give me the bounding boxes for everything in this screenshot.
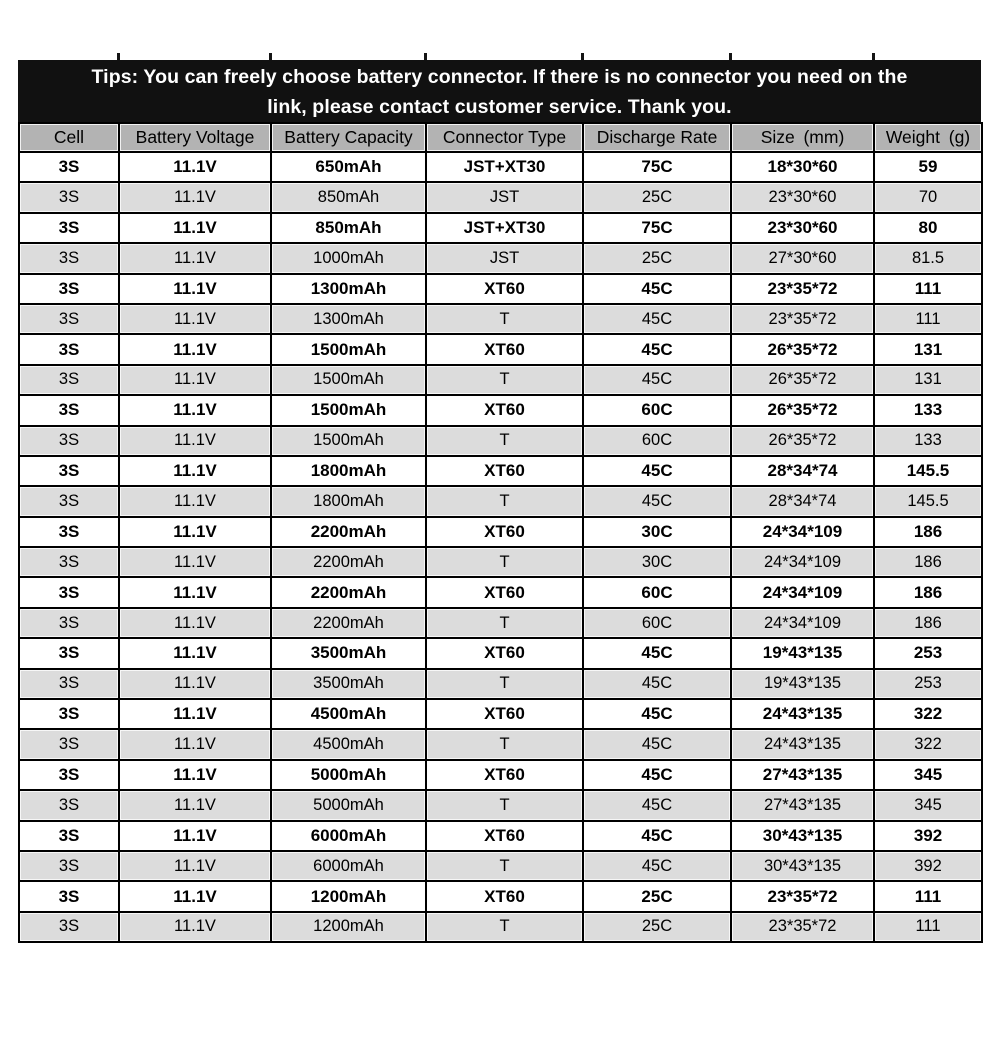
table-cell: 6000mAh [271, 851, 426, 881]
table-cell: 1200mAh [271, 881, 426, 911]
table-cell: 850mAh [271, 182, 426, 212]
table-cell: 11.1V [119, 760, 271, 790]
column-header: Battery Voltage [119, 123, 271, 152]
table-cell: XT60 [426, 638, 583, 668]
table-cell: 11.1V [119, 821, 271, 851]
table-cell: 1300mAh [271, 274, 426, 304]
table-cell: 11.1V [119, 729, 271, 759]
table-cell: 3S [19, 881, 119, 911]
column-header: Cell [19, 123, 119, 152]
table-cell: 145.5 [874, 486, 982, 516]
table-cell: 24*43*135 [731, 699, 874, 729]
table-cell: 28*34*74 [731, 456, 874, 486]
table-cell: 45C [583, 851, 731, 881]
table-cell: 131 [874, 334, 982, 364]
table-cell: 30C [583, 517, 731, 547]
table-cell: 11.1V [119, 334, 271, 364]
table-cell: 11.1V [119, 851, 271, 881]
table-cell: T [426, 608, 583, 638]
table-cell: 3S [19, 638, 119, 668]
table-cell: T [426, 365, 583, 395]
table-cell: 3S [19, 608, 119, 638]
column-border-tick [269, 53, 272, 60]
table-cell: 11.1V [119, 274, 271, 304]
table-cell: 23*35*72 [731, 881, 874, 911]
table-cell: 111 [874, 304, 982, 334]
table-cell: 345 [874, 790, 982, 820]
table-row [19, 213, 982, 243]
table-cell: 3S [19, 152, 119, 182]
column-border-tick [117, 53, 120, 60]
table-cell: XT60 [426, 517, 583, 547]
table-cell: 11.1V [119, 426, 271, 456]
tips-banner-line2: link, please contact customer service. Thank you. [267, 96, 732, 118]
column-border-tick [424, 53, 427, 60]
table-cell: 25C [583, 881, 731, 911]
table-cell: 11.1V [119, 304, 271, 334]
table-cell: 6000mAh [271, 821, 426, 851]
table-cell: 392 [874, 851, 982, 881]
table-cell: 3S [19, 243, 119, 273]
table-cell: 70 [874, 182, 982, 212]
table-cell: T [426, 912, 583, 942]
table-cell: 26*35*72 [731, 395, 874, 425]
table-cell: 23*30*60 [731, 213, 874, 243]
table-cell: 27*43*135 [731, 790, 874, 820]
table-row [19, 426, 982, 456]
table-cell: 1500mAh [271, 395, 426, 425]
table-row [19, 699, 982, 729]
table-cell: 26*35*72 [731, 365, 874, 395]
table-cell: 11.1V [119, 243, 271, 273]
table-cell: 45C [583, 638, 731, 668]
table-row [19, 304, 982, 334]
table-cell: 45C [583, 456, 731, 486]
table-cell: T [426, 486, 583, 516]
table-row [19, 274, 982, 304]
table-cell: 60C [583, 577, 731, 607]
column-header: Weight (g) [874, 123, 982, 152]
table-row [19, 729, 982, 759]
table-cell: 650mAh [271, 152, 426, 182]
table-cell: JST [426, 243, 583, 273]
table-cell: 3S [19, 213, 119, 243]
table-cell: 4500mAh [271, 729, 426, 759]
table-cell: 3S [19, 517, 119, 547]
table-cell: 1500mAh [271, 426, 426, 456]
table-cell: 3S [19, 729, 119, 759]
table-row [19, 517, 982, 547]
table-cell: 25C [583, 243, 731, 273]
table-cell: 11.1V [119, 152, 271, 182]
table-cell: 24*43*135 [731, 729, 874, 759]
table-cell: 5000mAh [271, 760, 426, 790]
table-cell: 253 [874, 669, 982, 699]
table-cell: T [426, 547, 583, 577]
table-cell: 133 [874, 395, 982, 425]
table-cell: 25C [583, 912, 731, 942]
table-cell: T [426, 851, 583, 881]
tips-banner [18, 60, 981, 122]
table-cell: 45C [583, 486, 731, 516]
table-row [19, 912, 982, 942]
table-row [19, 456, 982, 486]
table-cell: 3S [19, 486, 119, 516]
table-cell: XT60 [426, 821, 583, 851]
table-cell: 23*30*60 [731, 182, 874, 212]
table-row [19, 790, 982, 820]
table-cell: 850mAh [271, 213, 426, 243]
table-cell: 11.1V [119, 669, 271, 699]
table-cell: 11.1V [119, 395, 271, 425]
table-cell: JST [426, 182, 583, 212]
table-cell: 28*34*74 [731, 486, 874, 516]
column-header: Battery Capacity [271, 123, 426, 152]
table-cell: 3S [19, 577, 119, 607]
table-cell: 3S [19, 912, 119, 942]
table-cell: 3S [19, 699, 119, 729]
table-cell: 186 [874, 547, 982, 577]
table-row [19, 243, 982, 273]
table-cell: 1500mAh [271, 334, 426, 364]
table-row [19, 669, 982, 699]
table-cell: 24*34*109 [731, 577, 874, 607]
table-cell: 25C [583, 182, 731, 212]
column-border-tick [581, 53, 584, 60]
table-cell: 11.1V [119, 547, 271, 577]
table-cell: 3S [19, 304, 119, 334]
table-row [19, 821, 982, 851]
table-cell: 2200mAh [271, 577, 426, 607]
table-cell: 45C [583, 821, 731, 851]
table-cell: 45C [583, 790, 731, 820]
table-cell: 23*35*72 [731, 274, 874, 304]
table-cell: 11.1V [119, 638, 271, 668]
table-cell: 18*30*60 [731, 152, 874, 182]
table-row [19, 851, 982, 881]
column-header: Discharge Rate [583, 123, 731, 152]
table-cell: 11.1V [119, 881, 271, 911]
table-cell: 3S [19, 365, 119, 395]
table-cell: XT60 [426, 274, 583, 304]
table-cell: 111 [874, 274, 982, 304]
table-cell: 3S [19, 334, 119, 364]
table-cell: 1800mAh [271, 486, 426, 516]
table-cell: XT60 [426, 881, 583, 911]
table-cell: T [426, 790, 583, 820]
column-border-tick [872, 53, 875, 60]
table-cell: 45C [583, 365, 731, 395]
table-cell: 27*30*60 [731, 243, 874, 273]
table-cell: 3S [19, 182, 119, 212]
table-cell: 322 [874, 729, 982, 759]
table-row [19, 577, 982, 607]
battery-spec-table [18, 122, 983, 943]
table-cell: 392 [874, 821, 982, 851]
table-cell: 26*35*72 [731, 426, 874, 456]
table-cell: 3S [19, 851, 119, 881]
table-cell: 133 [874, 426, 982, 456]
table-cell: 30*43*135 [731, 821, 874, 851]
table-cell: 186 [874, 608, 982, 638]
column-header: Connector Type [426, 123, 583, 152]
table-cell: 45C [583, 304, 731, 334]
table-row [19, 365, 982, 395]
table-cell: 1300mAh [271, 304, 426, 334]
table-cell: 2200mAh [271, 517, 426, 547]
table-cell: 45C [583, 699, 731, 729]
table-cell: 3S [19, 790, 119, 820]
table-cell: XT60 [426, 334, 583, 364]
table-cell: 4500mAh [271, 699, 426, 729]
table-body [19, 152, 982, 942]
column-border-tick [729, 53, 732, 60]
table-cell: XT60 [426, 395, 583, 425]
table-cell: 11.1V [119, 790, 271, 820]
table-cell: T [426, 426, 583, 456]
table-cell: 60C [583, 395, 731, 425]
table-row [19, 182, 982, 212]
table-cell: 1200mAh [271, 912, 426, 942]
table-cell: 3500mAh [271, 638, 426, 668]
table-row [19, 334, 982, 364]
table-cell: 80 [874, 213, 982, 243]
table-cell: 75C [583, 152, 731, 182]
table-cell: 3S [19, 274, 119, 304]
table-cell: 322 [874, 699, 982, 729]
table-cell: 19*43*135 [731, 638, 874, 668]
table-cell: 11.1V [119, 699, 271, 729]
table-row [19, 486, 982, 516]
table-row [19, 152, 982, 182]
table-cell: JST+XT30 [426, 152, 583, 182]
table-cell: 186 [874, 577, 982, 607]
table-cell: 19*43*135 [731, 669, 874, 699]
table-header-row [19, 123, 982, 152]
spec-sheet [18, 53, 981, 943]
column-header: Size (mm) [731, 123, 874, 152]
table-cell: 11.1V [119, 182, 271, 212]
column-tick-strip [18, 53, 981, 60]
table-cell: 5000mAh [271, 790, 426, 820]
table-cell: 45C [583, 669, 731, 699]
table-cell: 1800mAh [271, 456, 426, 486]
table-cell: 11.1V [119, 486, 271, 516]
table-cell: 2200mAh [271, 608, 426, 638]
table-cell: 24*34*109 [731, 547, 874, 577]
table-cell: 253 [874, 638, 982, 668]
table-row [19, 395, 982, 425]
table-cell: XT60 [426, 456, 583, 486]
table-cell: 45C [583, 334, 731, 364]
table-cell: 131 [874, 365, 982, 395]
table-cell: 3S [19, 669, 119, 699]
table-cell: 3S [19, 456, 119, 486]
table-row [19, 608, 982, 638]
table-cell: 45C [583, 274, 731, 304]
table-cell: 30C [583, 547, 731, 577]
table-cell: 23*35*72 [731, 304, 874, 334]
table-cell: 45C [583, 760, 731, 790]
table-cell: 11.1V [119, 517, 271, 547]
table-row [19, 638, 982, 668]
table-cell: JST+XT30 [426, 213, 583, 243]
table-cell: 11.1V [119, 912, 271, 942]
table-cell: 111 [874, 912, 982, 942]
table-cell: 186 [874, 517, 982, 547]
table-cell: 26*35*72 [731, 334, 874, 364]
table-cell: 3S [19, 395, 119, 425]
table-cell: 1000mAh [271, 243, 426, 273]
table-cell: 24*34*109 [731, 608, 874, 638]
table-cell: XT60 [426, 699, 583, 729]
table-cell: 11.1V [119, 213, 271, 243]
table-cell: 3S [19, 426, 119, 456]
table-cell: XT60 [426, 577, 583, 607]
table-cell: 27*43*135 [731, 760, 874, 790]
table-cell: 3500mAh [271, 669, 426, 699]
table-cell: 3S [19, 547, 119, 577]
table-cell: 81.5 [874, 243, 982, 273]
table-cell: 11.1V [119, 456, 271, 486]
table-cell: 2200mAh [271, 547, 426, 577]
table-cell: T [426, 729, 583, 759]
table-cell: 75C [583, 213, 731, 243]
table-cell: 145.5 [874, 456, 982, 486]
tips-banner-line1: Tips: You can freely choose battery connector. If there is no connector you need on the [91, 66, 908, 88]
table-row [19, 881, 982, 911]
table-cell: T [426, 304, 583, 334]
table-cell: 60C [583, 426, 731, 456]
table-cell: 11.1V [119, 608, 271, 638]
table-cell: 30*43*135 [731, 851, 874, 881]
table-cell: 1500mAh [271, 365, 426, 395]
table-cell: XT60 [426, 760, 583, 790]
table-cell: 45C [583, 729, 731, 759]
table-cell: T [426, 669, 583, 699]
table-cell: 11.1V [119, 365, 271, 395]
table-row [19, 760, 982, 790]
table-cell: 3S [19, 760, 119, 790]
table-cell: 23*35*72 [731, 912, 874, 942]
table-cell: 59 [874, 152, 982, 182]
table-cell: 24*34*109 [731, 517, 874, 547]
table-row [19, 547, 982, 577]
table-cell: 3S [19, 821, 119, 851]
table-cell: 345 [874, 760, 982, 790]
table-cell: 60C [583, 608, 731, 638]
table-cell: 11.1V [119, 577, 271, 607]
table-cell: 111 [874, 881, 982, 911]
